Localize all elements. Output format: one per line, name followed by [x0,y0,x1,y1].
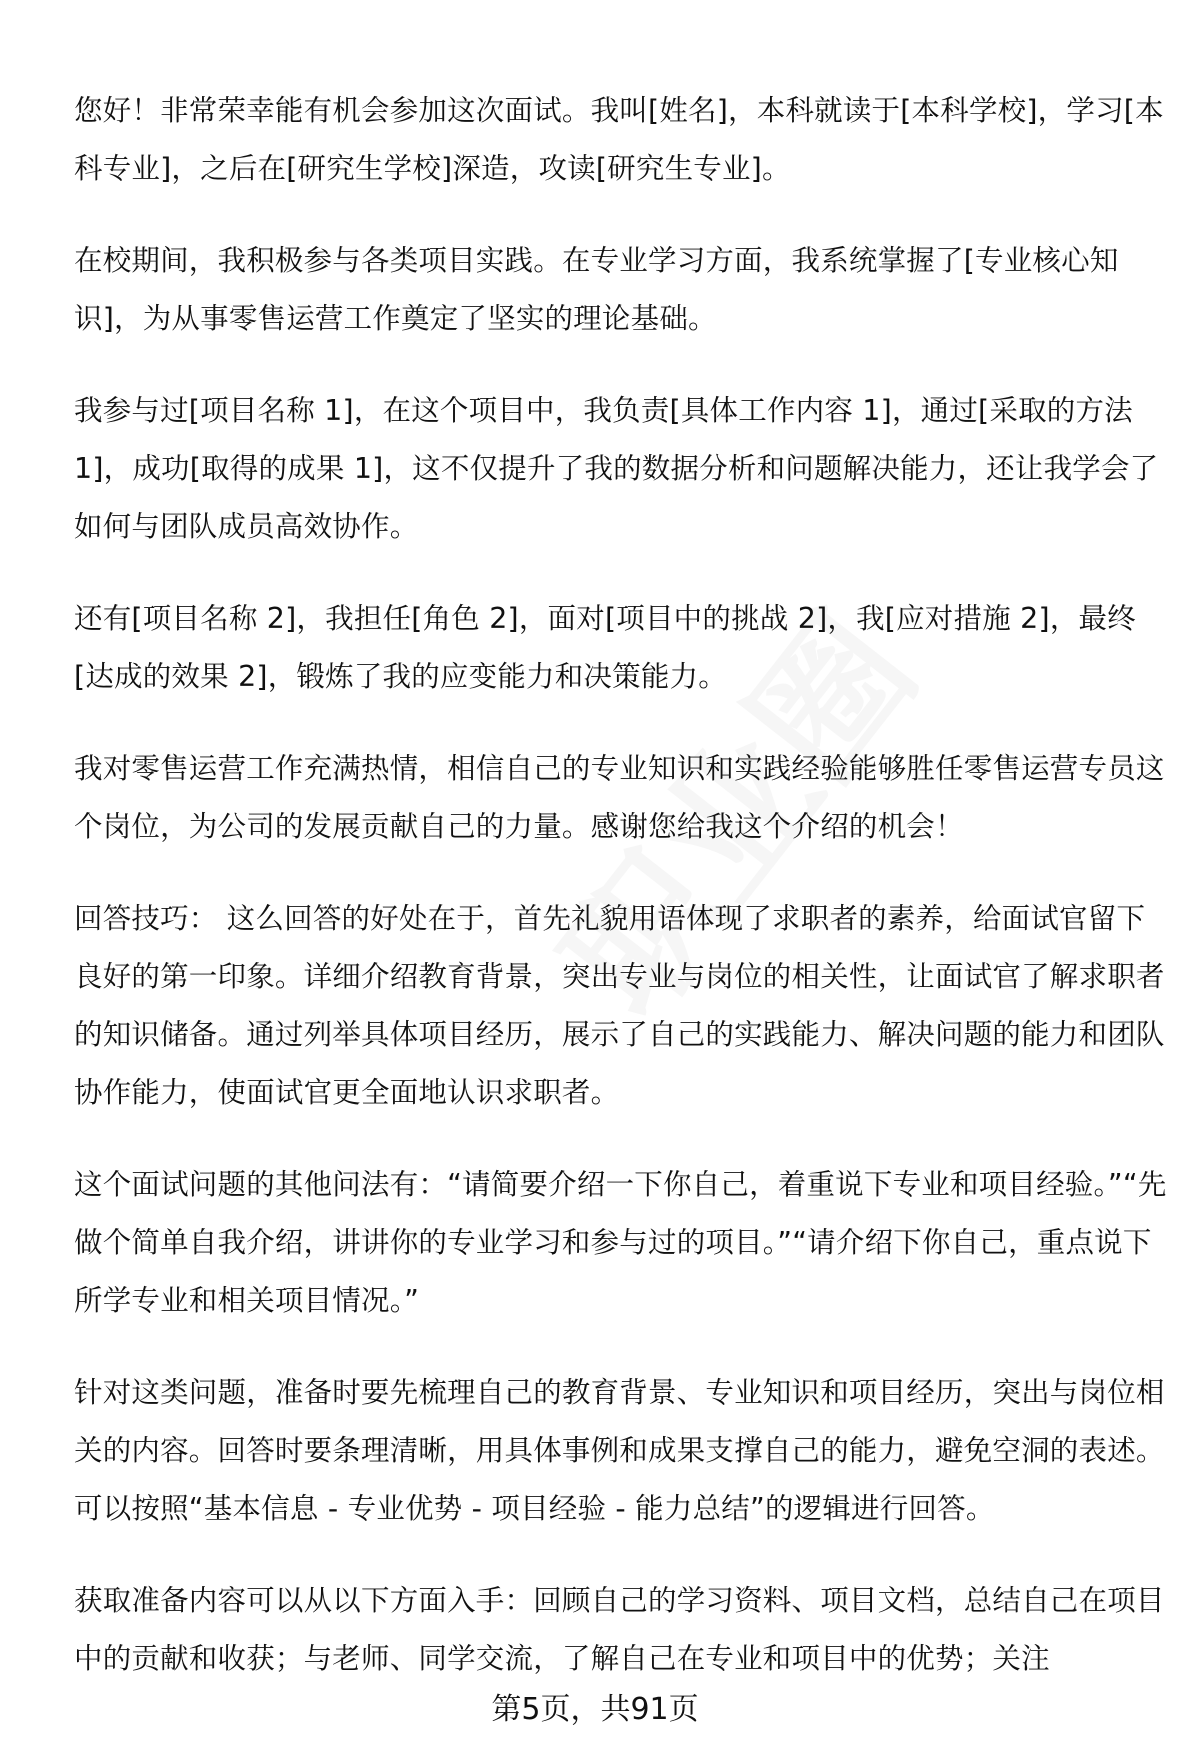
paragraph-school: 在校期间，我积极参与各类项目实践。在专业学习方面，我系统掌握了[专业核心知识]，为从事零售运营工作奠定了坚实的理论基础。 [74,244,1119,335]
paragraph-sources: 获取准备内容可以从以下方面入手：回顾自己的学习资料、项目文档，总结自己在项目中的贡献和收获；与老师、同学交流，了解自己在专业和项目中的优势；关注 [74,1584,1165,1675]
paragraph-project-1: 我参与过[项目名称 1]，在这个项目中，我负责[具体工作内容 1]，通过[采取的方法 1]，成功[取得的成果 1]，这不仅提升了我的数据分析和问题解决能力，还让我学会了如何与团队成员高效协作。 [74,394,1159,543]
page-number: 第5页，共91页 [491,1692,699,1727]
paragraph-answer-tips: 回答技巧： 这么回答的好处在于，首先礼貌用语体现了求职者的素养，给面试官留下良好的第一印象。详细介绍教育背景，突出专业与岗位的相关性，让面试官了解求职者的知识储备。通过列举具体项目经历，展示了自己的实践能力、解决问题的能力和团队协作能力，使面试官更全面地认识求职者。 [74,902,1165,1109]
paragraph-preparation: 针对这类问题，准备时要先梳理自己的教育背景、专业知识和项目经历，突出与岗位相关的内容。回答时要条理清晰，用具体事例和成果支撑自己的能力，避免空洞的表述。可以按照“基本信息 - 专业优势 - 项目经验 - 能力总结”的逻辑进行回答。 [74,1376,1165,1525]
paragraph-alternate-questions: 这个面试问题的其他问法有：“请简要介绍一下你自己，着重说下专业和项目经验。”“先做个简单自我介绍，讲讲你的专业学习和参与过的项目。”“请介绍下你自己，重点说下所学专业和相关项目情况。” [74,1168,1167,1317]
paragraph-project-2: 还有[项目名称 2]，我担任[角色 2]，面对[项目中的挑战 2]，我[应对措施 2]，最终[达成的效果 2]，锻炼了我的应变能力和决策能力。 [74,602,1136,693]
paragraph-intro: 您好！非常荣幸能有机会参加这次面试。我叫[姓名]，本科就读于[本科学校]，学习[本科专业]，之后在[研究生学校]深造，攻读[研究生专业]。 [74,94,1164,185]
paragraph-closing: 我对零售运营工作充满热情，相信自己的专业知识和实践经验能够胜任零售运营专员这个岗位，为公司的发展贡献自己的力量。感谢您给我这个介绍的机会！ [74,752,1165,843]
document-body [74,82,1170,1722]
